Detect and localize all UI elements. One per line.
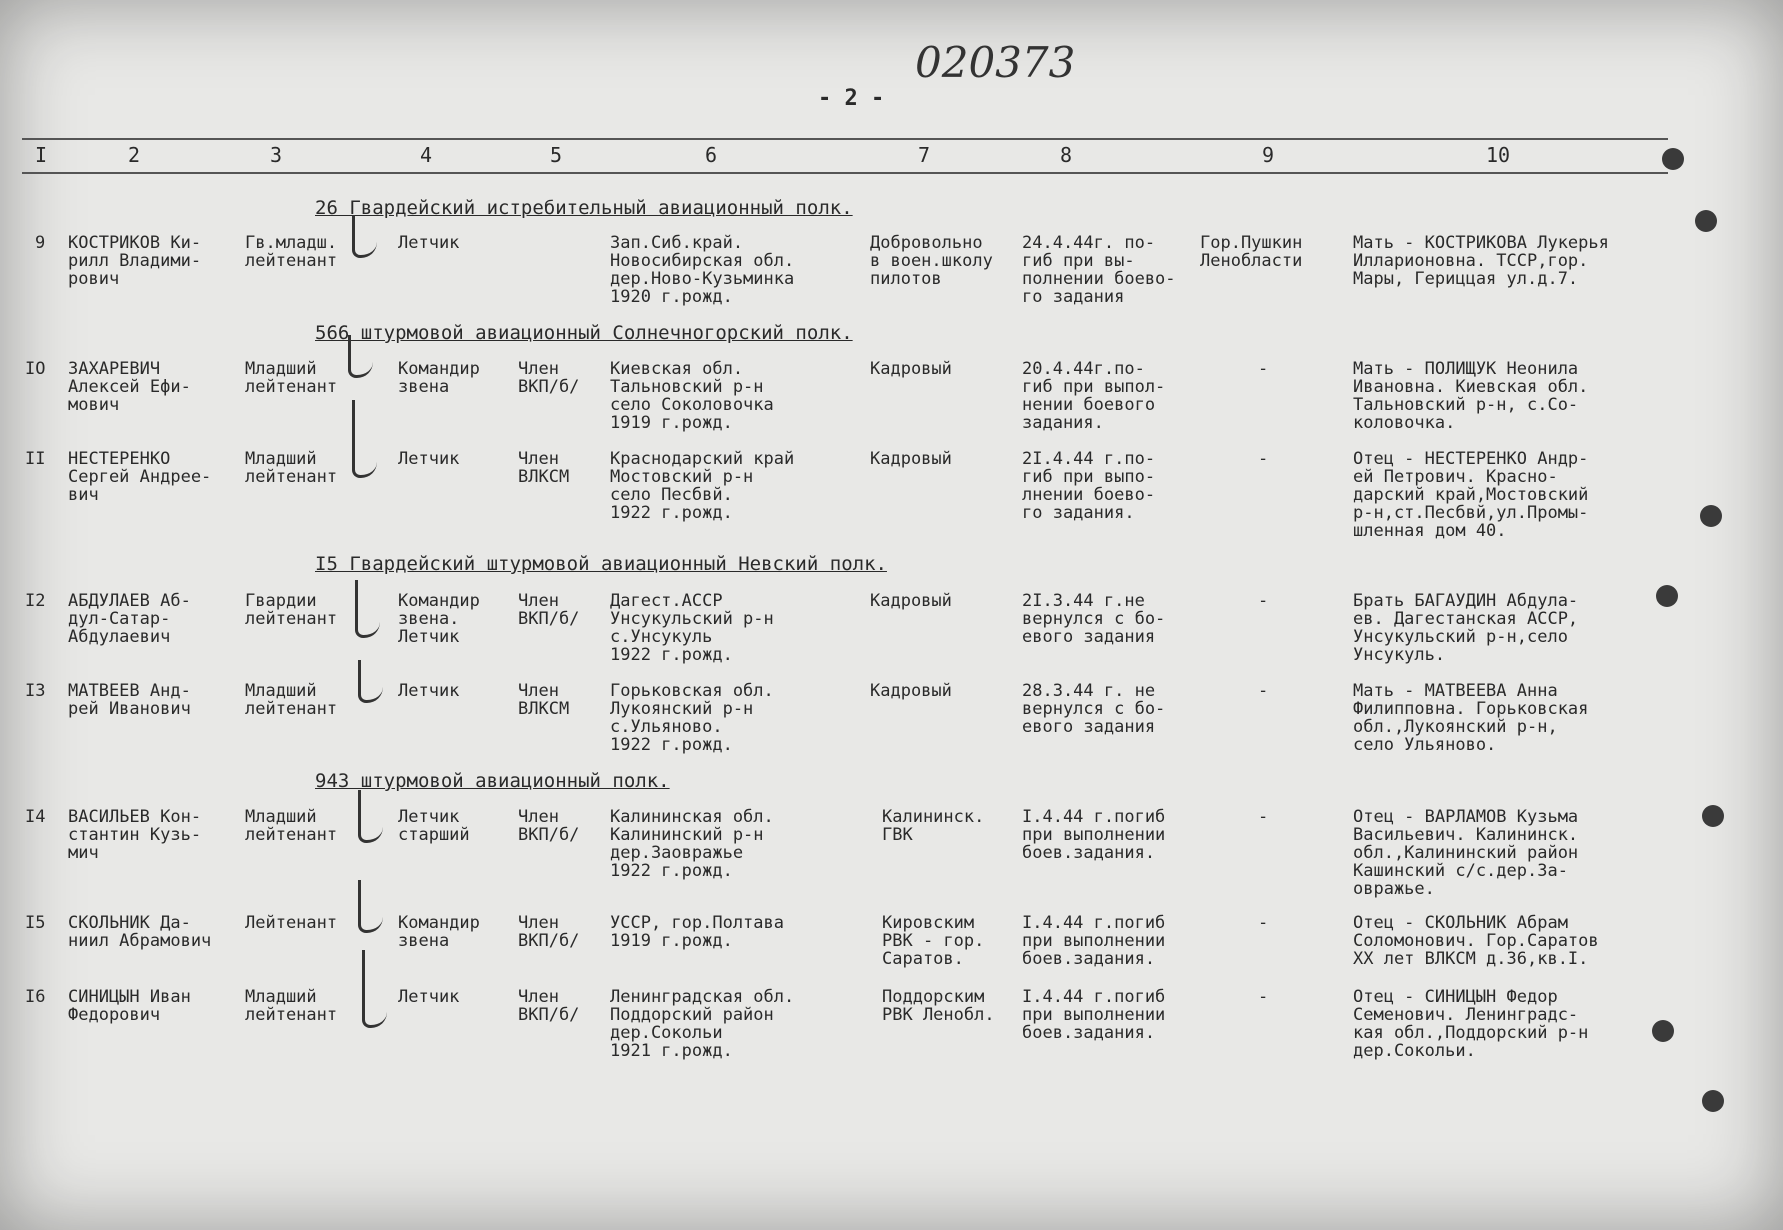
column-number: 9 <box>1262 143 1275 167</box>
party-membership: Член ВЛКСМ <box>518 449 570 487</box>
column-number: 6 <box>705 143 718 167</box>
row-number: I4 <box>25 807 46 827</box>
row-number: I6 <box>25 987 46 1007</box>
birthplace: Калининская обл. Калининский р-н дер.Заовражье 1922 г.рожд. <box>610 807 774 881</box>
burial-place: - <box>1258 987 1269 1007</box>
burial-place: - <box>1258 449 1269 469</box>
header-rule-top <box>22 138 1668 140</box>
fate: 20.4.44г.по- гиб при выпол- нении боевого задания. <box>1022 359 1166 433</box>
burial-place: - <box>1258 681 1269 701</box>
column-number: 8 <box>1060 143 1073 167</box>
burial-place: - <box>1258 359 1269 379</box>
archive-number: 020373 <box>915 38 1076 87</box>
enlistment: Кадровый <box>870 359 952 379</box>
check-mark-icon <box>355 580 380 638</box>
birthplace: Ленинградская обл. Поддорский район дер.Сокольи 1921 г.рожд. <box>610 987 795 1061</box>
next-of-kin: Отец - СИНИЦЫН Федор Семенович. Ленинградс- кая обл.,Поддорский р-н дер.Сокольи. <box>1353 987 1589 1061</box>
position: Летчик старший <box>398 807 470 845</box>
full-name: ВАСИЛЬЕВ Кон- стантин Кузь- мич <box>68 807 202 863</box>
party-membership: Член ВКП/б/ <box>518 913 580 951</box>
military-rank: Гвардии лейтенант <box>245 591 338 629</box>
enlistment: Кировским РВК - гор. Саратов. <box>882 913 985 969</box>
regiment-heading: I5 Гвардейский штурмовой авиационный Невский полк. <box>315 553 887 575</box>
next-of-kin: Отец - НЕСТЕРЕНКО Андр- ей Петрович. Красно- дарский край,Мостовский р-н,ст.Песбвй,ул.Промы- шленная дом 40. <box>1353 449 1589 541</box>
check-mark-icon <box>352 215 377 258</box>
punch-hole <box>1700 505 1722 527</box>
next-of-kin: Мать - ПОЛИЩУК Неонила Ивановна. Киевская обл. Тальновский р-н, с.Со- коловочка. <box>1353 359 1589 433</box>
next-of-kin: Мать - КОСТРИКОВА Лукерья Илларионовна. ТССР,гор. Мары, Гериццая ул.д.7. <box>1353 233 1609 289</box>
next-of-kin: Отец - СКОЛЬНИК Абрам Соломонович. Гор.Саратов XX лет ВЛКСМ д.36,кв.I. <box>1353 913 1599 969</box>
regiment-heading: 26 Гвардейский истребительный авиационный полк. <box>315 197 853 219</box>
position: Командир звена. Летчик <box>398 591 480 647</box>
enlistment: Кадровый <box>870 449 952 469</box>
birthplace: Краснодарский край Мостовский р-н село Песбвй. 1922 г.рожд. <box>610 449 795 523</box>
punch-hole <box>1702 1090 1724 1112</box>
check-mark-icon <box>348 335 373 378</box>
next-of-kin: Брать БАГАУДИН Абдула- ев. Дагестанская АССР, Унсукульский р-н,село Унсукуль. <box>1353 591 1579 665</box>
column-number: 2 <box>128 143 141 167</box>
punch-hole <box>1702 805 1724 827</box>
row-number: I2 <box>25 591 46 611</box>
punch-hole <box>1656 585 1678 607</box>
regiment-heading: 943 штурмовой авиационный полк. <box>315 770 670 792</box>
military-rank: Гв.младш. лейтенант <box>245 233 338 271</box>
full-name: СИНИЦЫН Иван Федорович <box>68 987 191 1025</box>
enlistment: Поддорским РВК Ленобл. <box>882 987 995 1025</box>
check-mark-icon <box>358 880 383 933</box>
row-number: I3 <box>25 681 46 701</box>
party-membership: Член ВЛКСМ <box>518 681 570 719</box>
column-number: 10 <box>1486 143 1511 167</box>
birthplace: УССР, гор.Полтава 1919 г.рожд. <box>610 913 784 951</box>
birthplace: Киевская обл. Тальновский р-н село Соколовочка 1919 г.рожд. <box>610 359 774 433</box>
military-rank: Лейтенант <box>245 913 338 933</box>
next-of-kin: Отец - ВАРЛАМОВ Кузьма Васильевич. Калининск. обл.,Калининский район Кашинский с/с.дер.За- овражье. <box>1353 807 1579 899</box>
row-number: 9 <box>35 233 46 253</box>
column-number: I <box>35 143 48 167</box>
birthplace: Горьковская обл. Лукоянский р-н с.Ульяново. 1922 г.рожд. <box>610 681 774 755</box>
party-membership: Член ВКП/б/ <box>518 807 580 845</box>
fate: 2I.3.44 г.не вернулся с бо- евого задания <box>1022 591 1166 647</box>
full-name: ЗАХАРЕВИЧ Алексей Ефи- мович <box>68 359 191 415</box>
position: Летчик <box>398 233 460 253</box>
burial-place: - <box>1258 591 1269 611</box>
party-membership: Член ВКП/б/ <box>518 987 580 1025</box>
regiment-heading: 566 штурмовой авиационный Солнечногорский полк. <box>315 322 853 344</box>
party-membership: Член ВКП/б/ <box>518 591 580 629</box>
column-number: 3 <box>270 143 283 167</box>
column-number: 7 <box>918 143 931 167</box>
position: Летчик <box>398 681 460 701</box>
enlistment: Кадровый <box>870 591 952 611</box>
enlistment: Кадровый <box>870 681 952 701</box>
military-rank: Младший лейтенант <box>245 359 338 397</box>
fate: I.4.44 г.погиб при выполнении боев.задания. <box>1022 987 1166 1043</box>
burial-place: - <box>1258 807 1269 827</box>
punch-hole <box>1662 148 1684 170</box>
fate: I.4.44 г.погиб при выполнении боев.задания. <box>1022 913 1166 969</box>
burial-place: Гор.Пушкин Ленобласти <box>1200 233 1303 271</box>
birthplace: Дагест.АССР Унсукульский р-н с.Унсукуль 1922 г.рожд. <box>610 591 774 665</box>
position: Командир звена <box>398 359 480 397</box>
full-name: АБДУЛАЕВ Аб- дул-Сатар- Абдулаевич <box>68 591 191 647</box>
page-number: - 2 - <box>818 86 885 111</box>
burial-place: - <box>1258 913 1269 933</box>
military-rank: Младший лейтенант <box>245 807 338 845</box>
header-rule-bottom <box>22 172 1668 174</box>
full-name: МАТВЕЕВ Анд- рей Иванович <box>68 681 191 719</box>
military-rank: Младший лейтенант <box>245 987 338 1025</box>
row-number: I5 <box>25 913 46 933</box>
military-rank: Младший лейтенант <box>245 449 338 487</box>
fate: 2I.4.44 г.по- гиб при выпо- лнении боево- го задания. <box>1022 449 1156 523</box>
enlistment: Добровольно в воен.школу пилотов <box>870 233 993 289</box>
birthplace: Зап.Сиб.край. Новосибирская обл. дер.Ново-Кузьминка 1920 г.рожд. <box>610 233 795 307</box>
next-of-kin: Мать - МАТВЕЕВА Анна Филипповна. Горьковская обл.,Лукоянский р-н, село Ульяново. <box>1353 681 1589 755</box>
check-mark-icon <box>362 950 387 1028</box>
fate: 24.4.44г. по- гиб при вы- полнении боево- го задания <box>1022 233 1176 307</box>
full-name: НЕСТЕРЕНКО Сергей Андрее- вич <box>68 449 212 505</box>
punch-hole <box>1695 210 1717 232</box>
military-rank: Младший лейтенант <box>245 681 338 719</box>
full-name: СКОЛЬНИК Да- ниил Абрамович <box>68 913 212 951</box>
row-number: II <box>25 449 46 469</box>
punch-hole <box>1652 1020 1674 1042</box>
position: Командир звена <box>398 913 480 951</box>
fate: I.4.44 г.погиб при выполнении боев.задания. <box>1022 807 1166 863</box>
column-number: 5 <box>550 143 563 167</box>
position: Летчик <box>398 449 460 469</box>
position: Летчик <box>398 987 460 1007</box>
check-mark-icon <box>352 400 377 478</box>
row-number: IO <box>25 359 46 379</box>
fate: 28.3.44 г. не вернулся с бо- евого задания <box>1022 681 1166 737</box>
column-number: 4 <box>420 143 433 167</box>
check-mark-icon <box>358 660 383 703</box>
enlistment: Калининск. ГВК <box>882 807 985 845</box>
party-membership: Член ВКП/б/ <box>518 359 580 397</box>
full-name: КОСТРИКОВ Ки- рилл Владими- рович <box>68 233 202 289</box>
check-mark-icon <box>358 790 383 843</box>
